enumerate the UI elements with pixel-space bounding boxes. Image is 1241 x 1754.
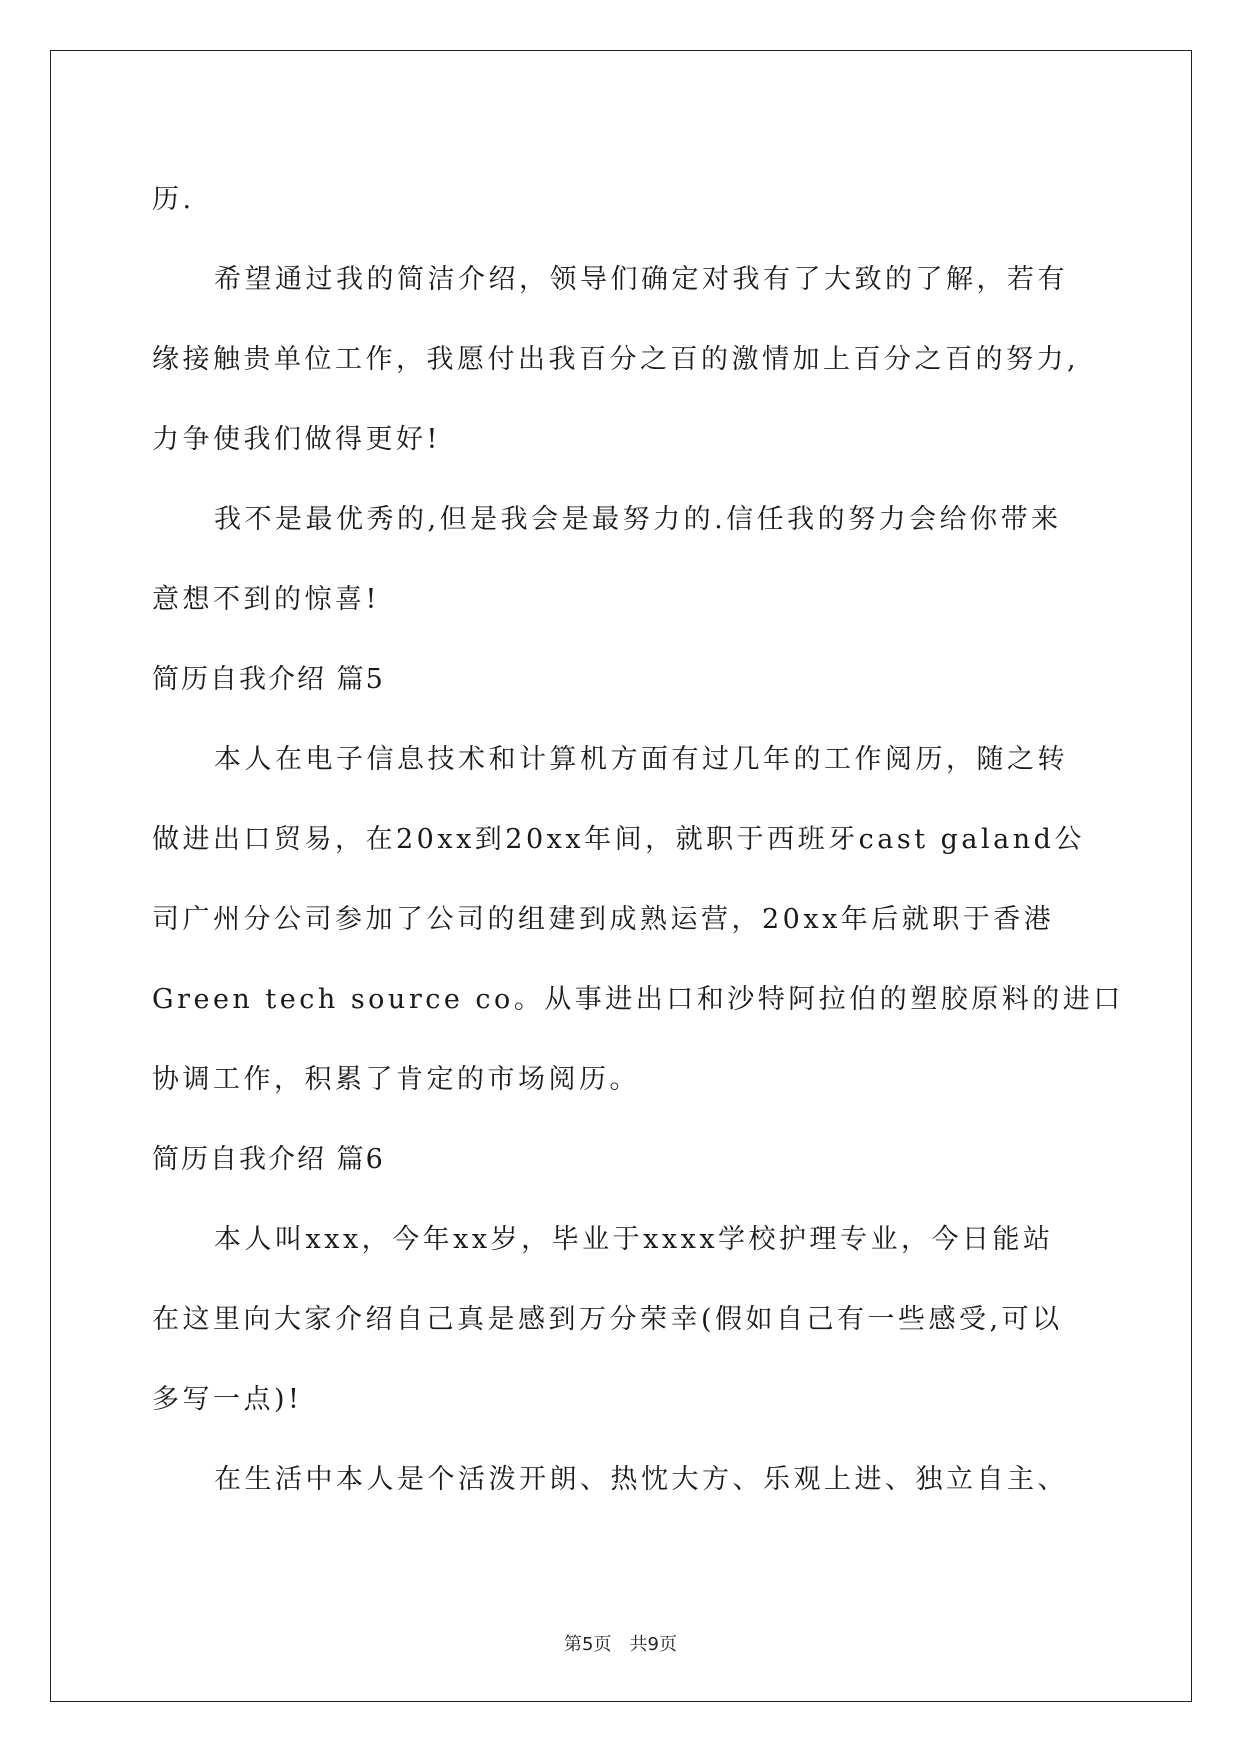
page-total: 共9页 <box>629 1634 677 1655</box>
paragraph-line: 本人叫xxx，今年xx岁，毕业于xxxx学校护理专业，今日能站 <box>214 1224 1054 1255</box>
page-number: 第5页 <box>564 1634 612 1655</box>
paragraph-line: 做进出口贸易，在20xx到20xx年间，就职于西班牙cast galand公 <box>152 824 1085 855</box>
paragraph-line: 历. <box>152 184 195 215</box>
paragraph-line: Green tech source co。从事进出口和沙特阿拉伯的塑胶原料的进口 <box>152 984 1124 1015</box>
paragraph-line: 缘接触贵单位工作，我愿付出我百分之百的激情加上百分之百的努力, <box>152 344 1080 375</box>
document-body <box>152 160 1124 1520</box>
paragraph-line: 协调工作，积累了肯定的市场阅历。 <box>152 1064 640 1095</box>
paragraph-line: 希望通过我的简洁介绍，领导们确定对我有了大致的了解，若有 <box>214 264 1068 295</box>
section-heading: 简历自我介绍 篇5 <box>152 664 385 695</box>
paragraph-line: 在这里向大家介绍自己真是感到万分荣幸(假如自己有一些感受,可以 <box>152 1304 1063 1335</box>
paragraph-line: 意想不到的惊喜! <box>152 584 380 615</box>
paragraph-line: 力争使我们做得更好! <box>152 424 441 455</box>
paragraph-line: 在生活中本人是个活泼开朗、热忱大方、乐观上进、独立自主、 <box>214 1464 1068 1495</box>
paragraph-line: 本人在电子信息技术和计算机方面有过几年的工作阅历，随之转 <box>214 744 1068 775</box>
paragraph-line: 我不是最优秀的,但是我会是最努力的.信任我的努力会给你带来 <box>214 504 1062 535</box>
paragraph-line: 多写一点)! <box>152 1384 303 1415</box>
paragraph-line: 司广州分公司参加了公司的组建到成熟运营，20xx年后就职于香港 <box>152 904 1055 935</box>
page-footer <box>0 1630 1241 1656</box>
section-heading: 简历自我介绍 篇6 <box>152 1144 385 1175</box>
